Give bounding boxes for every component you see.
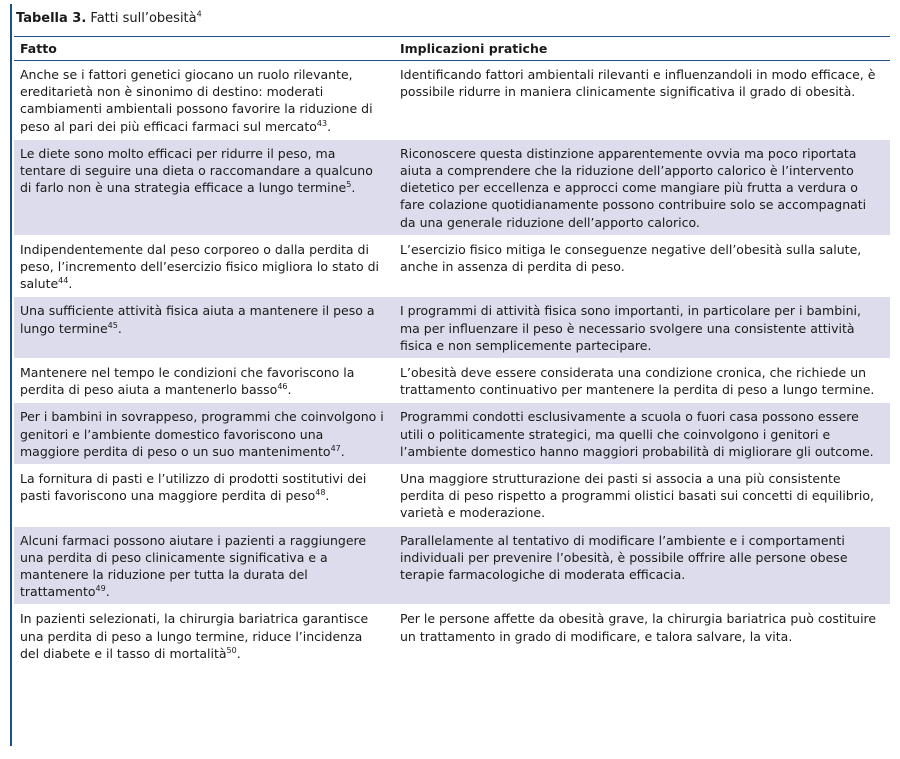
implication-cell: Una maggiore strutturazione dei pasti si associa a una più consistente perdita di peso rispetto a programmi olistici basati sui concetti di equilibrio, varietà e moderazione. bbox=[400, 471, 874, 521]
table-title-ref: 4 bbox=[196, 9, 202, 19]
table-row bbox=[14, 403, 890, 465]
header-implications: Implicazioni pratiche bbox=[400, 40, 548, 56]
implication-cell: Identificando fattori ambientali rilevanti e influenzandoli in modo efficace, è possibile ridurre in maniera clinicamente significativa il grado di obesità. bbox=[400, 67, 876, 100]
implication-cell: I programmi di attività fisica sono importanti, in particolare per i bambini, ma per influenzare il peso è necessario svolgere una consistente attività fisica e non semplicemente partecipare. bbox=[400, 303, 861, 353]
table-frame bbox=[10, 4, 890, 746]
implication-cell: L’obesità deve essere considerata una condizione cronica, che richiede un trattamento continuativo per mantenere la perdita di peso a lungo termine. bbox=[400, 365, 875, 398]
fact-cell: La fornitura di pasti e l’utilizzo di prodotti sostitutivi dei pasti favoriscono una maggiore perdita di peso$^{48}$. bbox=[20, 471, 367, 504]
fact-ref: 44 bbox=[58, 276, 69, 286]
fact-cell: Anche se i fattori genetici giocano un ruolo rilevante, ereditarietà non è sinonimo di destino: moderati cambiamenti ambientali possono favorire la riduzione di peso al pari dei più efficaci farmaci sul mercato$^{43}$. bbox=[20, 67, 373, 134]
implication-cell: L’esercizio fisico mitiga le conseguenze negative dell’obesità sulla salute, anche in assenza di perdita di peso. bbox=[400, 241, 862, 275]
fact-ref: 5 bbox=[346, 180, 352, 190]
implication-cell: Programmi condotti esclusivamente a scuola o fuori casa possono essere utili o politicamente strategici, ma quelli che coinvolgono i genitori e l’ambiente domestico hanno maggiori probabilità di migliorare gli outcome. bbox=[400, 409, 874, 459]
table-row bbox=[14, 527, 890, 606]
implication-cell: Parallelamente al tentativo di modificare l’ambiente e i comportamenti individuali per prevenire l’obesità, è possibile offrire alle persone obese terapie farmacologiche di moderata efficacia. bbox=[400, 532, 848, 583]
fact-ref: 45 bbox=[107, 320, 118, 330]
fact-text: Le diete sono molto efficaci per ridurre il peso, ma tentare di seguire una dieta o raccomandare a qualcuno di farlo non è una strategia efficace a lungo termine bbox=[20, 145, 373, 196]
table-row bbox=[14, 359, 890, 403]
fact-cell: Indipendentemente dal peso corporeo o dalla perdita di peso, l’incremento dell’esercizio fisico migliora lo stato di salute$^{44}$. bbox=[20, 241, 380, 292]
fact-text: Anche se i fattori genetici giocano un ruolo rilevante, ereditarietà non è sinonimo di destino: moderati cambiamenti ambientali possono favorire la riduzione di peso al pari dei più efficaci farmaci sul mercato bbox=[20, 67, 373, 134]
fact-cell: Le diete sono molto efficaci per ridurre il peso, ma tentare di seguire una dieta o raccomandare a qualcuno di farlo non è una strategia efficace a lungo termine$^5$. bbox=[20, 145, 373, 196]
fact-ref: 50 bbox=[226, 645, 237, 655]
fact-text: Una sufficiente attività fisica aiuta a mantenere il peso a lungo termine bbox=[20, 303, 375, 336]
table-header-row bbox=[14, 37, 890, 61]
fact-cell: Una sufficiente attività fisica aiuta a mantenere il peso a lungo termine$^{45}$. bbox=[20, 303, 375, 336]
fact-text: In pazienti selezionati, la chirurgia bariatrica garantisce una perdita di peso a lungo termine, riduce l’incidenza del diabete e il tasso di mortalità bbox=[20, 611, 369, 661]
table-caption bbox=[16, 10, 202, 28]
fact-cell: Per i bambini in sovrappeso, programmi che coinvolgono i genitori e l’ambiente domestico favoriscono una maggiore perdita di peso o un suo mantenimento$^{47}$. bbox=[20, 409, 384, 459]
table-row bbox=[14, 465, 890, 527]
table-row bbox=[14, 297, 890, 359]
table-label: Tabella 3. bbox=[16, 11, 87, 26]
implication-cell: Per le persone affette da obesità grave, la chirurgia bariatrica può costituire un trattamento in grado di modificare, e talora salvare, la vita. bbox=[400, 611, 877, 644]
fact-cell: Mantenere nel tempo le condizioni che favoriscono la perdita di peso aiuta a mantenerlo basso$^{46}$. bbox=[20, 365, 355, 398]
fact-ref: 46 bbox=[277, 382, 288, 392]
facts-table bbox=[14, 36, 890, 667]
fact-text: Alcuni farmaci possono aiutare i pazienti a raggiungere una perdita di peso clinicamente significativa e a mantenere la riduzione per tutta la durata del trattamento bbox=[20, 532, 367, 600]
fact-cell: In pazienti selezionati, la chirurgia bariatrica garantisce una perdita di peso a lungo termine, riduce l’incidenza del diabete e il tasso di mortalità$^{50}$. bbox=[20, 611, 369, 661]
fact-text: Mantenere nel tempo le condizioni che favoriscono la perdita di peso aiuta a mantenerlo basso bbox=[20, 365, 355, 398]
header-fact: Fatto bbox=[20, 40, 57, 56]
fact-text: La fornitura di pasti e l’utilizzo di prodotti sostitutivi dei pasti favoriscono una maggiore perdita di peso bbox=[20, 471, 367, 504]
fact-ref: 49 bbox=[95, 584, 106, 594]
table-row bbox=[14, 61, 890, 140]
fact-ref: 47 bbox=[330, 443, 341, 453]
fact-cell: Alcuni farmaci possono aiutare i pazienti a raggiungere una perdita di peso clinicamente significativa e a mantenere la riduzione per tutta la durata del trattamento$^{49}$. bbox=[20, 532, 367, 600]
fact-ref: 48 bbox=[315, 488, 326, 498]
implication-cell: Riconoscere questa distinzione apparentemente ovvia ma poco riportata aiuta a comprendere che la riduzione dell’apporto calorico è l’intervento dietetico per eccellenza e approcci come mangiare più frutta a verdura o fare colazione quotidianamente possono contribuire solo se accompagnati da una generale riduzione dell’apporto calorico. bbox=[400, 145, 867, 230]
table-row bbox=[14, 236, 890, 298]
table-row bbox=[14, 140, 890, 236]
table-title: Fatti sull’obesità bbox=[86, 11, 197, 26]
table-row bbox=[14, 605, 890, 667]
fact-text: Per i bambini in sovrappeso, programmi che coinvolgono i genitori e l’ambiente domestico favoriscono una maggiore perdita di peso o un suo mantenimento bbox=[20, 409, 384, 459]
fact-ref: 43 bbox=[316, 118, 328, 128]
fact-text: Indipendentemente dal peso corporeo o dalla perdita di peso, l’incremento dell’esercizio fisico migliora lo stato di salute bbox=[20, 241, 380, 292]
